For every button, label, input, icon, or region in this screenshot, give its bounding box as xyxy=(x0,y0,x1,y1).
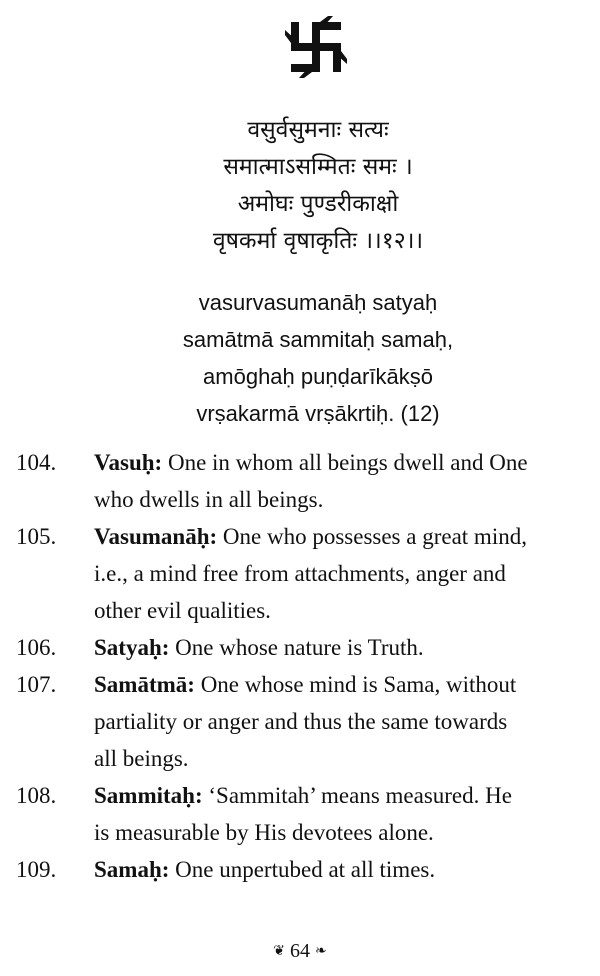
entry-text xyxy=(94,518,600,629)
entry-number: 106. xyxy=(16,635,57,660)
entry-line: One in whom all beings dwell and One xyxy=(162,450,528,475)
page-footer xyxy=(0,940,600,963)
entry-line: all beings. xyxy=(94,746,189,771)
list-item xyxy=(16,444,600,518)
entry-line: One unpertubed at all times. xyxy=(169,857,436,882)
entry-line: i.e., a mind free from attachments, anger and xyxy=(94,561,506,586)
transliteration-line: amōghaḥ puṇḍarīkākṣō xyxy=(203,364,433,389)
verse-line: समात्माऽसम्मितः समः । xyxy=(223,154,413,180)
entry-line: other evil qualities. xyxy=(94,598,271,623)
entry-term: Sammitaḥ: xyxy=(94,783,203,808)
leaf-ornament-icon: ❧ xyxy=(315,944,327,959)
entry-text xyxy=(94,851,600,888)
entry-line: partiality or anger and thus the same towards xyxy=(94,709,508,734)
transliteration-line: samātmā sammitaḥ samaḥ, xyxy=(182,327,454,352)
list-item xyxy=(16,666,600,777)
verse-devanagari xyxy=(0,112,600,260)
entry-term: Satyaḥ: xyxy=(94,635,170,660)
list-item xyxy=(16,777,600,851)
entry-line: who dwells in all beings. xyxy=(94,487,324,512)
entry-line: One whose nature is Truth. xyxy=(169,635,424,660)
entry-number: 104. xyxy=(16,450,57,475)
verse-line: वृषकर्मा वृषाकृतिः ।।१२।। xyxy=(212,228,424,254)
entry-text xyxy=(94,666,600,777)
verse-line: अमोघः पुण्डरीकाक्षो xyxy=(237,191,399,217)
swastika-icon xyxy=(283,14,349,80)
entry-number: 107. xyxy=(16,672,57,697)
entry-line: ‘Sammitah’ means measured. He xyxy=(202,783,512,808)
verse-line: वसुर्वसुमनाः सत्यः xyxy=(247,117,389,143)
entry-term: Vasuḥ: xyxy=(94,450,163,475)
entry-term: Vasumanāḥ: xyxy=(94,524,218,549)
entry-line: One who possesses a great mind, xyxy=(217,524,527,549)
entry-term: Samātmā: xyxy=(94,672,195,697)
verse-transliteration xyxy=(0,284,600,432)
entry-line: is measurable by His devotees alone. xyxy=(94,820,434,845)
page-number: 64 xyxy=(290,940,310,962)
entry-term: Samaḥ: xyxy=(94,857,170,882)
entry-number: 109. xyxy=(16,857,57,882)
list-item xyxy=(16,629,600,666)
transliteration-line: vrṣakarmā vrṣākrtiḥ. (12) xyxy=(196,401,440,426)
entry-text xyxy=(94,629,600,666)
transliteration-line: vasurvasumanāḥ satyaḥ xyxy=(198,290,438,315)
list-item xyxy=(16,518,600,629)
entry-number: 105. xyxy=(16,524,57,549)
entry-number: 108. xyxy=(16,783,57,808)
name-meanings-list xyxy=(16,444,600,888)
entry-line: One whose mind is Sama, without xyxy=(194,672,517,697)
entry-text xyxy=(94,444,600,518)
entry-text xyxy=(94,777,600,851)
leaf-ornament-icon: ❦ xyxy=(273,944,285,959)
list-item xyxy=(16,851,600,888)
